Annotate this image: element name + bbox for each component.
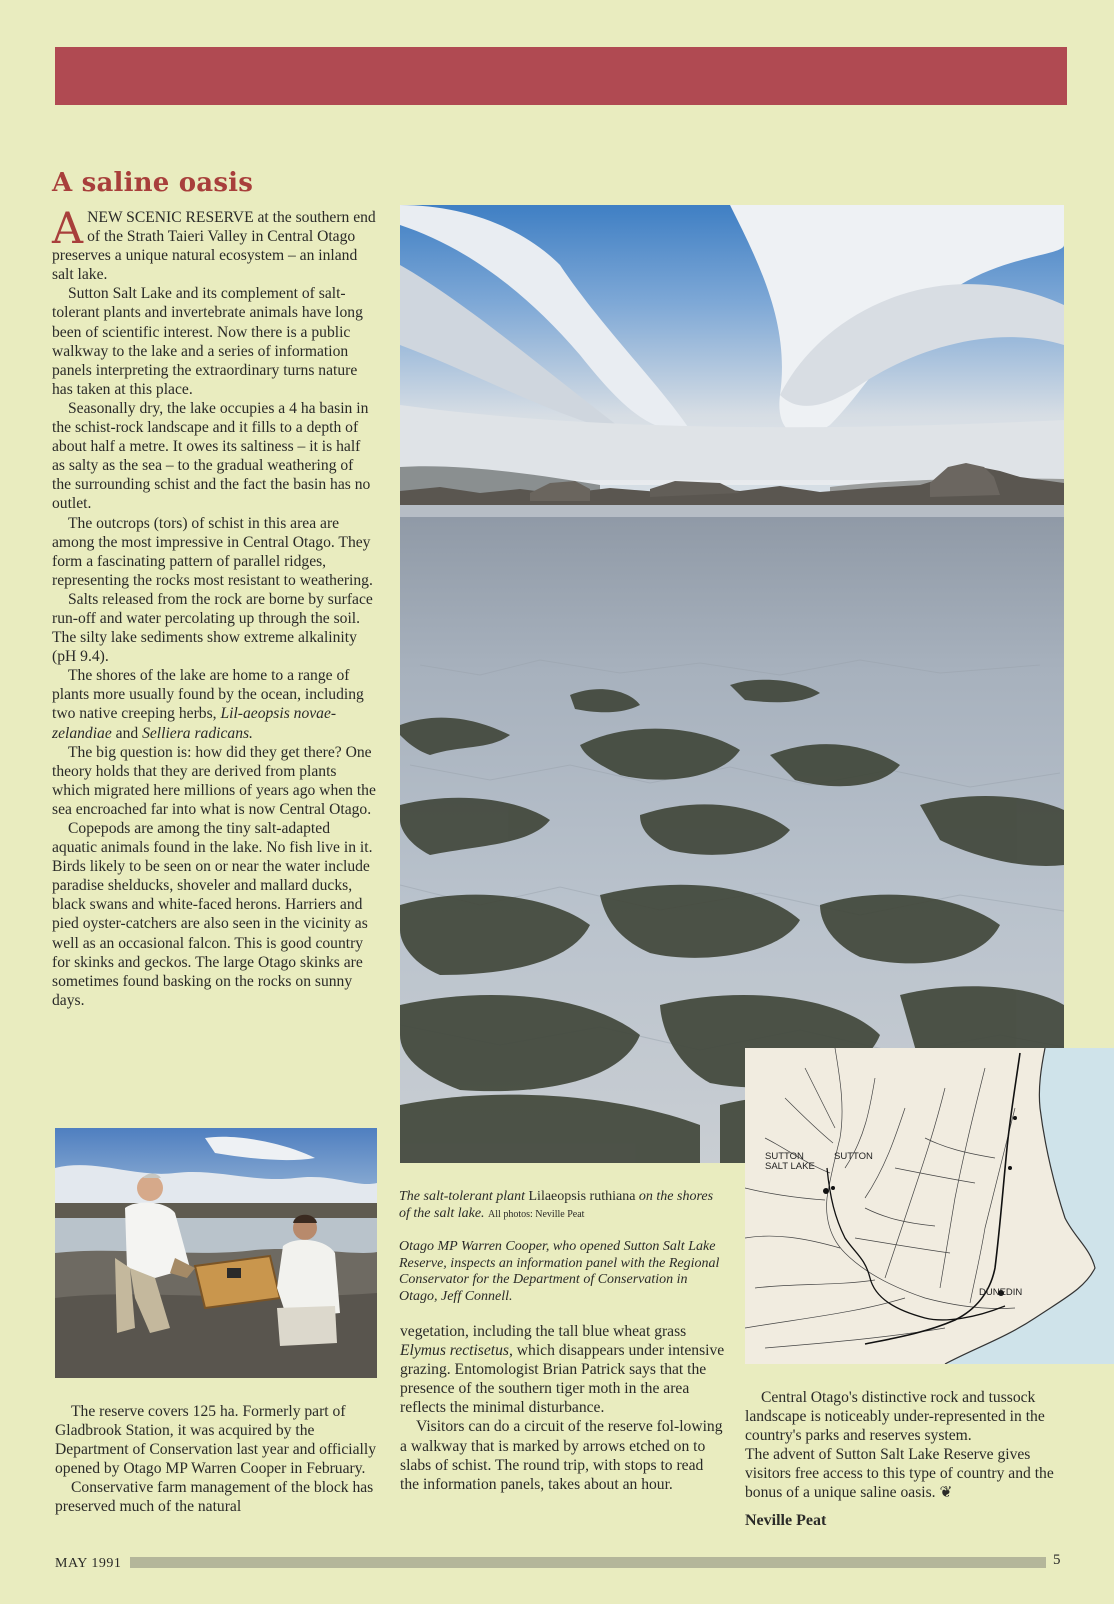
intro-caps: NEW SCENIC RESERVE (87, 209, 254, 226)
text: which disappears under intensive grazing. Entomologist Brian Patrick says that the presence of the southern tiger moth in the area reflects the minimal disturbance. (400, 1342, 725, 1417)
header-banner (55, 47, 1067, 105)
page-number: 5 (1053, 1552, 1061, 1568)
issue-date: MAY 1991 (55, 1556, 122, 1571)
paragraph-intro (52, 204, 376, 284)
paragraph: Copepods are among the tiny salt-adapted aquatic animals found in the lake. No fish live in it. Birds likely to be seen on or near the water include paradise shelducks, shoveler and mallard ducks, black swans and white-faced herons. Harriers and pied oyster-catchers are also seen in the vicinity as well as an occasional falcon. This is good country for skinks and geckos. The large Otago skinks are sometimes found basking on the rocks on sunny days. (52, 820, 373, 1009)
intro-text: at the southern end of the Strath Taieri Valley in Central Otago preserves a unique natural ecosystem – an inland salt lake. (52, 209, 376, 284)
text: and (111, 724, 143, 742)
species-name: Lil-aeopsis novae-zelandiae (52, 705, 337, 742)
paragraph: The big question is: how did they get there? One theory holds that they are derived from plants which migrated here millions of years ago when the sea encroached far into what is now Central Otago. (52, 743, 376, 818)
footer-rule (130, 1557, 1046, 1568)
species-name: Elymus rectisetus, (400, 1342, 513, 1360)
species-name: Selliera radicans. (142, 724, 253, 742)
paragraph (400, 1322, 725, 1417)
location-map (745, 1048, 1114, 1364)
map-illustration (745, 1048, 1114, 1364)
paragraph (745, 1445, 1070, 1502)
paragraph: Central Otago's distinctive rock and tussock landscape is noticeably under-represented in the country's parks and reserves system. (745, 1389, 1045, 1445)
text: vegetation, including the tall blue wheat grass (400, 1323, 687, 1340)
salt-lake-illustration (400, 205, 1064, 1163)
paragraph: The reserve covers 125 ha. Formerly part of Gladbrook Station, it was acquired by the Department of Conservation last year and officially opened by Otago MP Warren Cooper in February. (55, 1403, 377, 1478)
article-column-2-bottom (400, 1322, 725, 1494)
paragraph: Salts released from the rock are borne by surface run-off and water percolating up through the soil. The silty lake sediments show extreme alkalinity (pH 9.4). (52, 590, 373, 666)
paragraph: Sutton Salt Lake and its complement of salt-tolerant plants and invertebrate animals have long been of scientific interest. Now there is a public walkway to the lake and a series of information panels interpreting the extraordinary turns nature has taken at this place. (52, 285, 363, 398)
paragraph (52, 666, 376, 742)
paragraph: Visitors can do a circuit of the reserve fol-lowing a walkway that is marked by arrows etched on to slabs of schist. The round trip, with stops to read the information panels, takes about an hour. (400, 1418, 723, 1493)
article-column-1-bottom (55, 1402, 379, 1517)
article-column-1 (52, 204, 376, 1010)
end-mark-icon: ❦ (939, 1484, 953, 1502)
map-label-dunedin: DUNEDIN (979, 1287, 1023, 1298)
author-byline: Neville Peat (745, 1512, 827, 1529)
inspection-photo (55, 1128, 377, 1378)
text: The advent of Sutton Salt Lake Reserve gives visitors free access to this type of country and the bonus of a unique saline oasis. (745, 1446, 1054, 1502)
article-title: A saline oasis (52, 168, 254, 198)
caption-text: The salt-tolerant plant (399, 1189, 529, 1204)
main-photo-caption (399, 1188, 719, 1223)
photo-credit: All photos: Neville Peat (488, 1209, 585, 1220)
caption-text: on the shores of the salt lake. (399, 1189, 714, 1221)
map-label-sutton: SUTTON (834, 1151, 873, 1162)
drop-cap: A (52, 204, 84, 254)
small-photo-caption: Otago MP Warren Cooper, who opened Sutton Salt Lake Reserve, inspects an information panel with the Regional Conservator for the Department of Conservation in Otago, Jeff Connell. (399, 1239, 720, 1304)
salt-lake-photo (400, 205, 1064, 1163)
map-label-sutton-salt-lake: SUTTON SALT LAKE (765, 1151, 815, 1172)
inspection-illustration (55, 1128, 377, 1378)
paragraph: Seasonally dry, the lake occupies a 4 ha basin in the schist-rock landscape and it fills to a depth of about half a metre. It owes its saltiness – it is half as salty as the sea – to the gradual weathering of the surrounding schist and the fact the basin has no outlet. (52, 399, 371, 513)
paragraph: Conservative farm management of the block has preserved much of the natural (55, 1479, 374, 1516)
caption-species: Lilaeopsis ruthiana (528, 1189, 636, 1204)
article-column-3-bottom (745, 1388, 1070, 1503)
text: The shores of the lake are home to a range of plants more usually found by the ocean, including two native creeping herbs, (52, 667, 364, 723)
paragraph: The outcrops (tors) of schist in this area are among the most impressive in Central Otago. They form a fascinating pattern of parallel ridges, representing the rocks most resistant to weathering. (52, 514, 373, 589)
